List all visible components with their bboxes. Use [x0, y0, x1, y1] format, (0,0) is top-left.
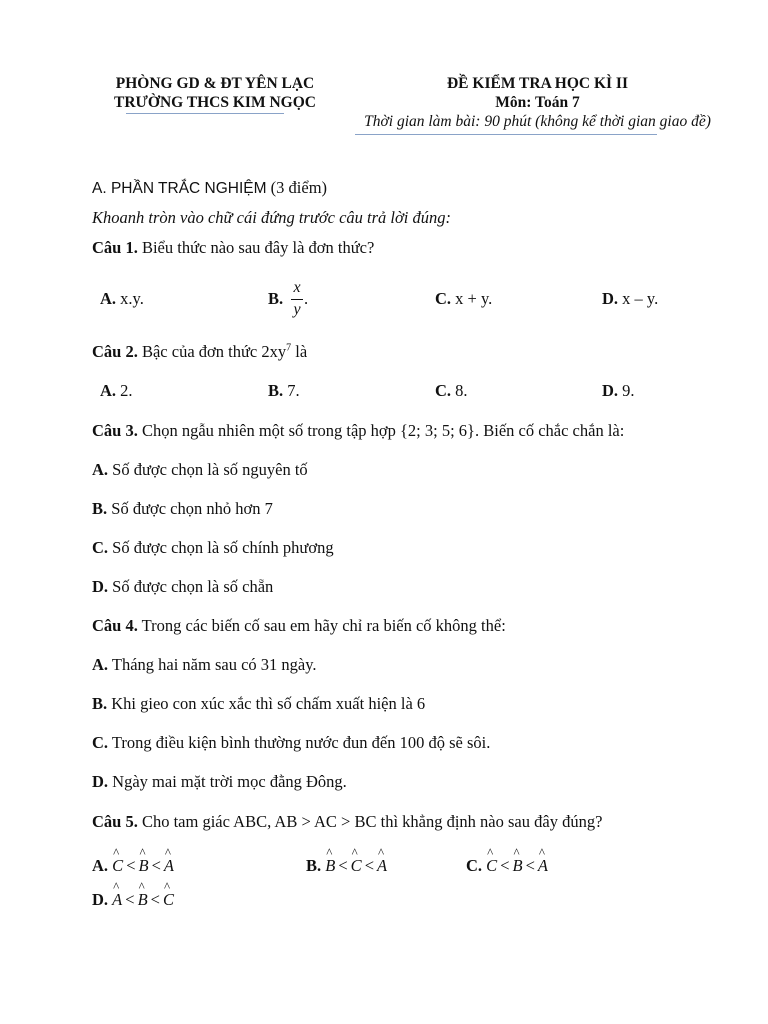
less-than: <: [125, 890, 135, 909]
exam-duration: Thời gian làm bài: 90 phút (không kể thời gian giao đề): [364, 113, 711, 130]
option-label: D.: [92, 890, 109, 909]
question-5: [92, 812, 602, 832]
angle-symbol: ^ C: [351, 856, 362, 876]
option-label: D.: [92, 577, 109, 596]
q5-option-b: [306, 856, 387, 876]
question-3-label: Câu 3.: [92, 421, 138, 440]
question-3: [92, 421, 624, 441]
q1-option-c: [435, 289, 492, 309]
question-1-label: Câu 1.: [92, 238, 138, 257]
q5-option-d: [92, 890, 174, 910]
question-4-label: Câu 4.: [92, 616, 138, 635]
option-text: Số được chọn là số chẵn: [108, 577, 274, 596]
department-name: PHÒNG GD & ĐT YÊN LẠC: [115, 75, 315, 92]
option-label: A.: [100, 381, 117, 400]
q1-option-d: [602, 289, 658, 309]
option-label: A.: [100, 289, 117, 308]
option-label: C.: [435, 289, 452, 308]
option-text: x – y.: [618, 289, 659, 308]
less-than: <: [151, 856, 161, 875]
q5-option-a: [92, 856, 174, 876]
angle-symbol: ^ A: [164, 856, 174, 876]
option-label: B.: [306, 856, 322, 875]
option-label: D.: [92, 772, 109, 791]
option-label: B.: [268, 381, 284, 400]
angle-symbol: ^ C: [163, 890, 174, 910]
less-than: <: [150, 890, 160, 909]
section-a-title: A. PHẦN TRẮC NGHIỆM: [92, 180, 267, 197]
option-text: Trong điều kiện bình thường nước đun đến 100 độ sẽ sôi.: [108, 733, 491, 752]
angle-symbol: ^ C: [112, 856, 123, 876]
option-text: 8.: [451, 381, 468, 400]
option-label: B.: [268, 289, 284, 308]
q4-option-b: [92, 694, 425, 714]
option-label: B.: [92, 694, 108, 713]
option-label: B.: [92, 499, 108, 518]
option-text: x + y.: [451, 289, 493, 308]
exam-subject: Môn: Toán 7: [495, 94, 580, 111]
less-than: <: [126, 856, 136, 875]
q2-option-b: [268, 381, 300, 401]
option-text: Ngày mai mặt trời mọc đằng Đông.: [108, 772, 347, 791]
option-label: D.: [602, 381, 619, 400]
option-label: D.: [602, 289, 619, 308]
q2-option-c: [435, 381, 468, 401]
exam-underline: [355, 134, 657, 135]
angle-symbol: ^ A: [377, 856, 387, 876]
question-5-text: Cho tam giác ABC, AB > AC > BC thì khẳng định nào sau đây đúng?: [137, 812, 603, 831]
exponent: 7: [286, 342, 292, 354]
option-text: Số được chọn là số chính phương: [108, 538, 334, 557]
section-a-points: (3 điểm): [266, 178, 328, 197]
less-than: <: [500, 856, 510, 875]
less-than: <: [525, 856, 535, 875]
option-label: A.: [92, 460, 109, 479]
question-2: [92, 342, 307, 362]
option-text: Số được chọn là số nguyên tố: [108, 460, 308, 479]
angle-symbol: ^ A: [538, 856, 548, 876]
option-label: C.: [435, 381, 452, 400]
option-text: 7.: [283, 381, 300, 400]
q1-option-a: [100, 289, 144, 309]
fraction-period: .: [304, 289, 309, 308]
angle-symbol: ^ B: [325, 856, 335, 876]
school-name: TRƯỜNG THCS KIM NGỌC: [114, 94, 316, 111]
question-4-text: Trong các biến cố sau em hãy chỉ ra biến cố không thể:: [137, 616, 506, 635]
question-4: [92, 616, 506, 636]
exam-title: ĐỀ KIỂM TRA HỌC KÌ II: [446, 75, 628, 92]
school-underline: [126, 113, 284, 114]
option-text: Số được chọn nhỏ hơn 7: [107, 499, 273, 518]
option-label: C.: [466, 856, 483, 875]
question-2-text: Bậc của đơn thức 2xy: [137, 342, 287, 361]
option-text: Khi gieo con xúc xắc thì số chấm xuất hiện là 6: [107, 694, 426, 713]
school-header: [95, 74, 335, 112]
question-3-text: Chọn ngẫu nhiên một số trong tập hợp {2; 3; 5; 6}. Biến cố chắc chắn là:: [137, 421, 625, 440]
angle-symbol: ^ C: [486, 856, 497, 876]
option-label: C.: [92, 733, 109, 752]
q3-option-a: [92, 460, 308, 480]
angle-symbol: ^ B: [513, 856, 523, 876]
less-than: <: [338, 856, 348, 875]
q3-option-d: [92, 577, 273, 597]
option-text: 2.: [116, 381, 133, 400]
option-label: A.: [92, 856, 109, 875]
question-1: [92, 238, 374, 258]
option-label: C.: [92, 538, 109, 557]
question-1-text: Biểu thức nào sau đây là đơn thức?: [137, 238, 375, 257]
fraction-bar: [291, 299, 303, 300]
question-2-label: Câu 2.: [92, 342, 138, 361]
question-5-label: Câu 5.: [92, 812, 138, 831]
exam-header: [340, 74, 735, 131]
section-a-instruction: Khoanh tròn vào chữ cái đứng trước câu trả lời đúng:: [92, 208, 451, 227]
q4-option-a: [92, 655, 317, 675]
q2-option-a: [100, 381, 133, 401]
option-text: x.y.: [116, 289, 144, 308]
q3-option-b: [92, 499, 273, 519]
less-than: <: [364, 856, 374, 875]
fraction-numerator: x: [293, 279, 301, 296]
q1-option-b-label: [268, 289, 283, 309]
question-2-tail: là: [291, 342, 308, 361]
q3-option-c: [92, 538, 334, 558]
angle-symbol: ^ A: [112, 890, 122, 910]
option-text: Tháng hai năm sau có 31 ngày.: [108, 655, 317, 674]
q4-option-d: [92, 772, 347, 792]
section-a-heading: [92, 178, 327, 198]
option-label: A.: [92, 655, 109, 674]
option-text: 9.: [618, 381, 635, 400]
q5-option-c: [466, 856, 548, 876]
angle-symbol: ^ B: [139, 856, 149, 876]
q4-option-c: [92, 733, 490, 753]
fraction-denominator: y: [293, 301, 301, 318]
q2-option-d: [602, 381, 635, 401]
angle-symbol: ^ B: [138, 890, 148, 910]
